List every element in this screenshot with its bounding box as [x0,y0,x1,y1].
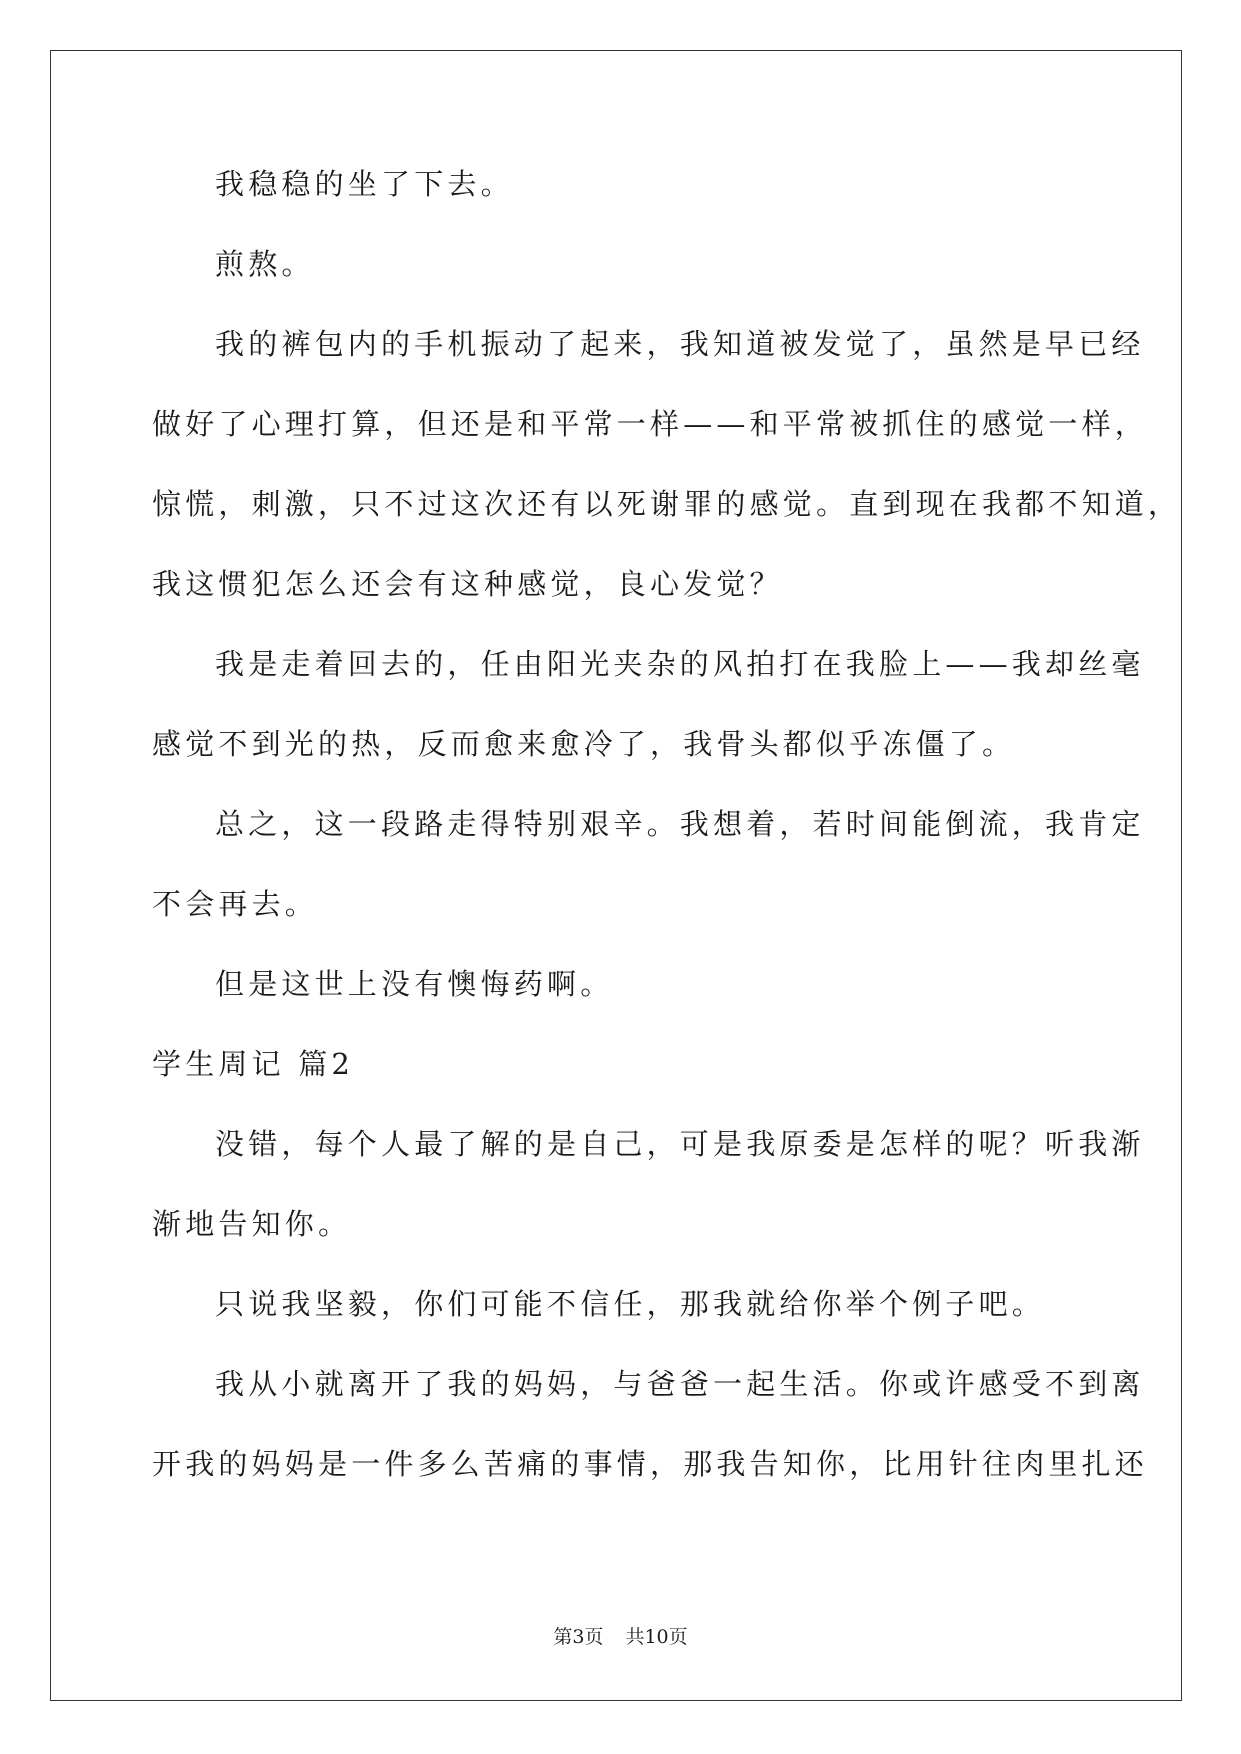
text-line: 开我的妈妈是一件多么苦痛的事情，那我告知你，比用针往肉里扎还 [152,1447,1149,1481]
text-line: 渐地告知你。 [152,1207,352,1241]
text-line: 我是走着回去的，任由阳光夹杂的风拍打在我脸上——我却丝毫 [215,647,1145,681]
paragraph [152,968,1092,1001]
text-line: 感觉不到光的热，反而愈来愈冷了，我骨头都似乎冻僵了。 [152,727,1016,761]
paragraph [152,807,1145,921]
page-number: 第3页 [553,1626,604,1648]
text-line: 但是这世上没有懊悔药啊。 [215,967,614,1001]
text-line: 我从小就离开了我的妈妈，与爸爸一起生活。你或许感受不到离 [215,1367,1145,1401]
page-footer [0,1626,1241,1648]
text-line: 没错，每个人最了解的是自己，可是我原委是怎样的呢？听我渐 [215,1127,1145,1161]
text-line: 我的裤包内的手机振动了起来，我知道被发觉了，虽然是早已经 [215,327,1145,361]
text-line: 只说我坚毅，你们可能不信任，那我就给你举个例子吧。 [215,1287,1046,1321]
text-line: 不会再去。 [152,887,319,921]
paragraph [152,1127,1145,1241]
text-line: 我这惯犯怎么还会有这种感觉，良心发觉？ [152,567,783,601]
text-line: 惊慌，刺激，只不过这次还有以死谢罪的感觉。直到现在我都不知道， [152,487,1182,521]
paragraph [152,248,1092,281]
page-total: 共10页 [625,1626,688,1648]
text-line: 做好了心理打算，但还是和平常一样——和平常被抓住的感觉一样， [152,407,1149,441]
text-line: 总之，这一段路走得特别艰辛。我想着，若时间能倒流，我肯定 [215,807,1145,841]
paragraph [152,327,1182,601]
document-body [152,167,1182,1481]
paragraph [152,168,1092,201]
text-line: 煎熬。 [215,247,315,281]
paragraph [152,647,1145,761]
paragraph [152,1288,1092,1321]
section-heading: 学生周记 篇2 [152,1047,355,1081]
text-line: 我稳稳的坐了下去。 [215,167,514,201]
paragraph [152,1367,1149,1481]
